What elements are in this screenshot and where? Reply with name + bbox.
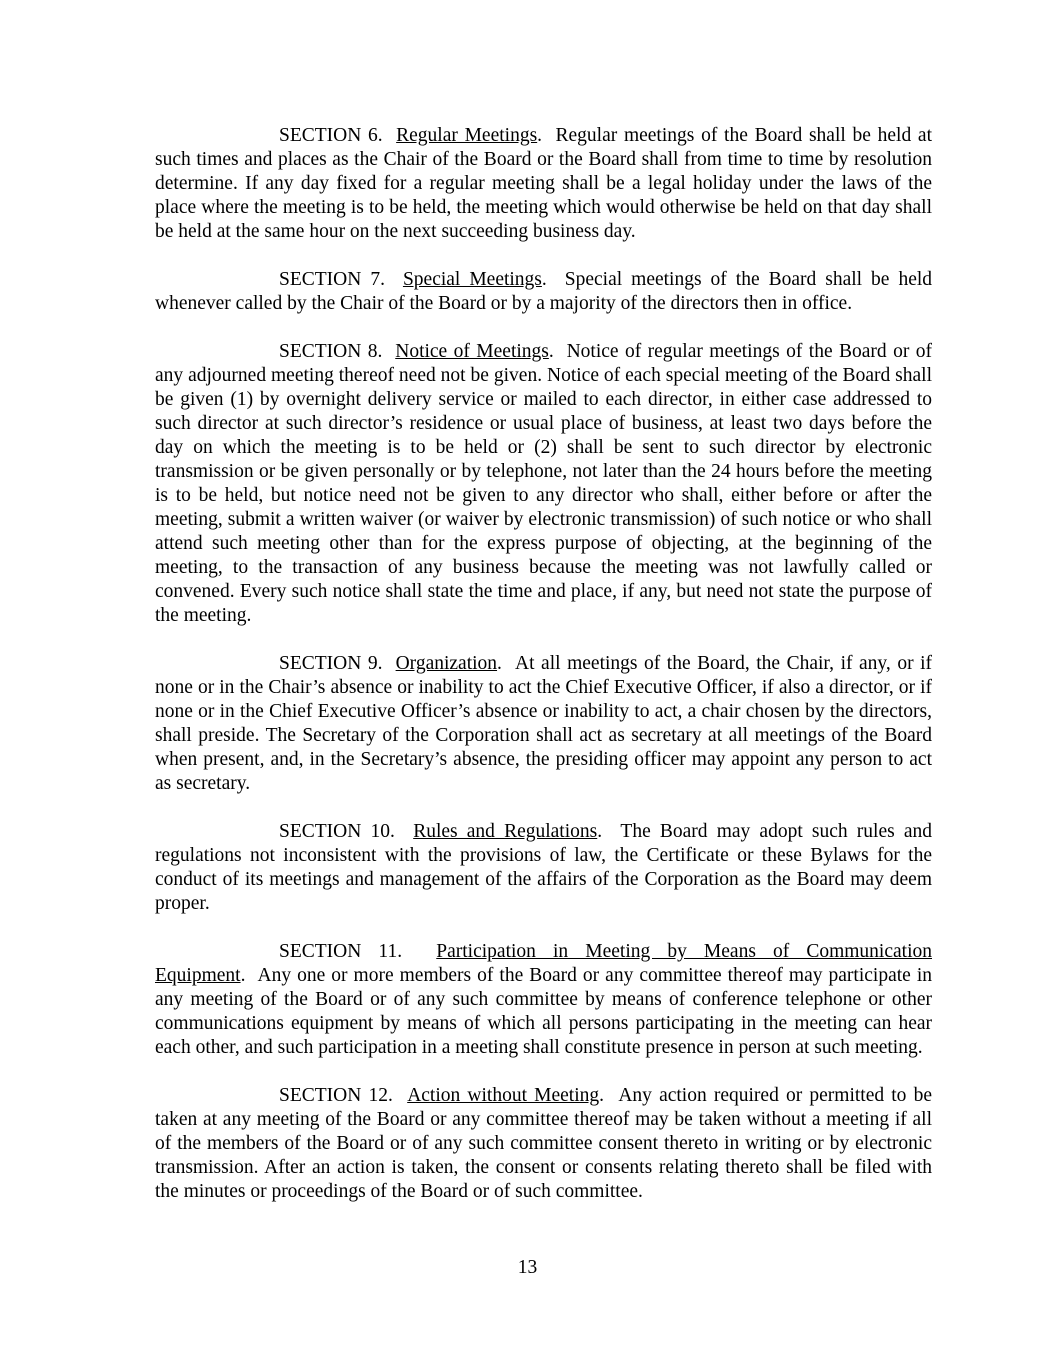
section-text: Notice of regular meetings of the Board or of any adjourned meeting thereof need not be given. Notice of each special meeting of the Board shall be given (1) by overnight delivery service or mailed to each director, in either case addressed to such director at such director’s residence or usual place of business, at least two days before the day on which the meeting is to be held or (2) shall be sent to such director by electronic transmission or be given personally or by telephone, not later than the 24 hours before the meeting is to be held, but notice need not be given to any director who shall, either before or after the meeting, submit a written waiver (or waiver by electronic transmission) of such notice or who shall attend such meeting other than for the express purpose of objecting, at the beginning of the meeting, to the transaction of any business because the meeting was not lawfully called or convened. Every such notice shall state the time and place, if any, but need not state the purpose of the meeting. — [155, 341, 932, 626]
section-heading: Action without Meeting — [407, 1085, 600, 1106]
section-text: Any one or more members of the Board or any committee thereof may participate in any meeting of the Board or of any such committee by means of conference telephone or other communications equipment by means of which all persons participating in the meeting can hear each other, and such participation in a meeting shall constitute presence in person at such meeting. — [155, 965, 932, 1058]
section-8: SECTION 8. Notice of Meetings. Notice of regular meetings of the Board or of any adjourned meeting thereof need not be given. Notice of each special meeting of the Board shall be given (1) by overnight delivery service or mailed to each director, in either case addressed to such director at such director’s residence or usual place of business, at least two days before the day on which the meeting is to be held or (2) shall be sent to such director by electronic transmission or be given personally or by telephone, not later than the 24 hours before the meeting is to be held, but notice need not be given to any director who shall, either before or after the meeting, submit a written waiver (or waiver by electronic transmission) of such notice or who shall attend such meeting other than for the express purpose of objecting, at the beginning of the meeting, to the transaction of any business because the meeting was not lawfully called or convened. Every such notice shall state the time and place, if any, but need not state the purpose of the meeting. — [155, 341, 932, 626]
section-11: SECTION 11. Participation in Meeting by Means of Communication Equipment. Any one or more members of the Board or any committee thereof may participate in any meeting of the Board or of any such committee by means of conference telephone or other communications equipment by means of which all persons participating in the meeting can hear each other, and such participation in a meeting shall constitute presence in person at such meeting. — [155, 941, 932, 1058]
section-heading: Participation in Meeting by Means of Communication Equipment — [155, 941, 932, 986]
section-label: SECTION 7. — [279, 269, 385, 290]
section-text: Any action required or permitted to be taken at any meeting of the Board or any committee thereof may be taken without a meeting if all of the members of the Board or of any such committee consent thereto in writing or by electronic transmission. After an action is taken, the consent or consents relating thereto shall be filed with the minutes or proceedings of the Board or of such committee. — [155, 1085, 932, 1202]
section-label: SECTION 11. — [279, 941, 403, 962]
section-label: SECTION 8. — [279, 341, 383, 362]
section-heading: Organization — [395, 653, 498, 674]
section-text: Special meetings of the Board shall be held whenever called by the Chair of the Board or by a majority of the directors then in office. — [155, 269, 933, 314]
section-label: SECTION 9. — [279, 653, 383, 674]
section-heading: Notice of Meetings — [395, 341, 549, 362]
section-9: SECTION 9. Organization. At all meetings of the Board, the Chair, if any, or if none or in the Chair’s absence or inability to act the Chief Executive Officer, if also a director, or if none or in the Chief Executive Officer’s absence or inability to act, a chair chosen by the directors, shall preside. The Secretary of the Corporation shall act as secretary at all meetings of the Board when present, and, in the Secretary’s absence, the presiding officer may appoint any person to act as secretary. — [155, 653, 933, 794]
section-text: Regular meetings of the Board shall be held at such times and places as the Chair of the Board or the Board shall from time to time by resolution determine. If any day fixed for a regular meeting shall be a legal holiday under the laws of the place where the meeting is to be held, the meeting which would otherwise be held on that day shall be held at the same hour on the next succeeding business day. — [155, 125, 933, 242]
section-text: At all meetings of the Board, the Chair, if any, or if none or in the Chair’s absence or inability to act the Chief Executive Officer, if also a director, or if none or in the Chief Executive Officer’s absence or inability to act, a chair chosen by the directors, shall preside. The Secretary of the Corporation shall act as secretary at all meetings of the Board when present, and, in the Secretary’s absence, the presiding officer may appoint any person to act as secretary. — [155, 653, 933, 794]
section-label: SECTION 6. — [279, 125, 383, 146]
section-10: SECTION 10. Rules and Regulations. The Board may adopt such rules and regulations not inconsistent with the provisions of law, the Certificate or these Bylaws for the conduct of its meetings and management of the affairs of the Corporation as the Board may deem proper. — [155, 821, 933, 914]
page-number: 13 — [517, 1257, 538, 1278]
section-label: SECTION 10. — [279, 821, 395, 842]
section-7: SECTION 7. Special Meetings. Special meetings of the Board shall be held whenever called by the Chair of the Board or by a majority of the directors then in office. — [155, 269, 933, 314]
section-heading: Rules and Regulations — [413, 821, 598, 842]
document-body — [155, 124, 932, 1228]
section-text: The Board may adopt such rules and regulations not inconsistent with the provisions of law, the Certificate or these Bylaws for the conduct of its meetings and management of the affairs of the Corporation as the Board may deem proper. — [155, 821, 933, 914]
section-heading: Special Meetings — [402, 269, 542, 290]
section-12: SECTION 12. Action without Meeting. Any action required or permitted to be taken at any meeting of the Board or any committee thereof may be taken without a meeting if all of the members of the Board or of any such committee consent thereto in writing or by electronic transmission. After an action is taken, the consent or consents relating thereto shall be filed with the minutes or proceedings of the Board or of such committee. — [155, 1085, 932, 1202]
section-6: SECTION 6. Regular Meetings. Regular meetings of the Board shall be held at such times and places as the Chair of the Board or the Board shall from time to time by resolution determine. If any day fixed for a regular meeting shall be a legal holiday under the laws of the place where the meeting is to be held, the meeting which would otherwise be held on that day shall be held at the same hour on the next succeeding business day. — [155, 125, 933, 242]
section-heading: Regular Meetings — [396, 125, 538, 146]
section-label: SECTION 12. — [279, 1085, 393, 1106]
